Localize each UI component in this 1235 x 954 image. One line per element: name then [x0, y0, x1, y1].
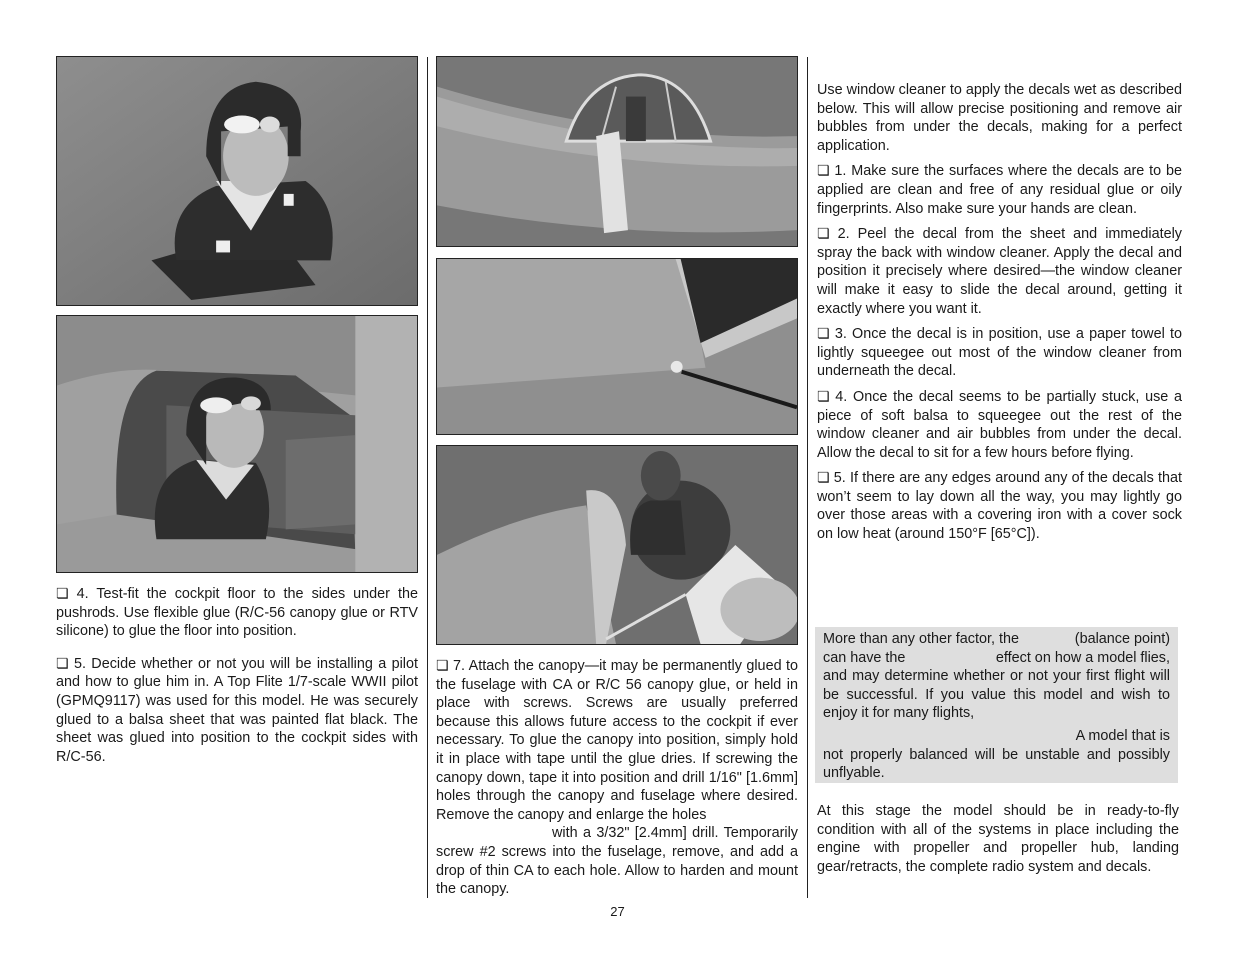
checkbox-icon[interactable]: ❏	[56, 586, 69, 602]
step-5-pilot	[56, 655, 418, 767]
box-line-1b: (balance point)	[1074, 631, 1170, 647]
canopy-screw-photo	[436, 258, 798, 435]
checkbox-icon[interactable]: ❏	[56, 655, 69, 672]
decal-step-5-text: 5. If there are any edges around any of the decals that won’t seem to lay down all the way, you may lightly go over those areas with a covering iron with a cover sock on low heat (around 150°F [65°C]).	[817, 470, 1182, 543]
step-7-canopy	[436, 657, 798, 824]
box-line-2a: can have the	[823, 649, 906, 666]
step-7-continued-text: with a 3/32" [2.4mm] drill. Temporarily screw #2 screws into the fuselage, remove, and add a drop of thin CA to each hole. Allow to harden and mount the canopy.	[436, 825, 798, 898]
decal-intro: Use window cleaner to apply the decals wet as described below. This will allow precise positioning and remove air bubbles from under the decals, making for a perfect application.	[817, 82, 1182, 154]
column-divider-right	[807, 57, 808, 898]
closing-paragraph: At this stage the model should be in ready-to-fly condition with all of the systems in place including the engine with propeller and propeller hub, landing gear/retracts, the complete radio system and decals.	[817, 803, 1179, 875]
canopy-taped-photo	[436, 56, 798, 247]
box-line-2	[823, 649, 1170, 668]
pilot-bust-photo	[56, 56, 418, 306]
decal-step-2-text: 2. Peel the decal from the sheet and immediately spray the back with window cleaner. Apply the decal and position it precisely where desired—the window cleaner will make it easy to slide the decal around, getting it exactly where you want it.	[817, 226, 1182, 317]
box-line-4: A model that is	[1075, 727, 1170, 744]
decal-step-4-text: 4. Once the decal seems to be partially stuck, use a piece of soft balsa to squeegee out the rest of the window cleaner and air bubbles from under the decal. Allow the decal to sit for a few hours before flying.	[817, 388, 1182, 461]
step-4-text: 4. Test-fit the cockpit floor to the sides under the pushrods. Use flexible glue (R/C-56 canopy glue or RTV silicone) to glue the floor into position.	[56, 586, 418, 640]
decal-step-2	[817, 225, 1182, 318]
box-line-1a: More than any other factor, the	[823, 631, 1019, 647]
decal-step-3-text: 3. Once the decal is in position, use a paper towel to lightly squeegee out most of the window cleaner from underneath the decal.	[817, 326, 1183, 380]
checkbox-icon[interactable]: ❏	[436, 658, 449, 674]
checkbox-icon[interactable]: ❏	[817, 226, 830, 243]
box-line-2b: effect on how a model flies,	[995, 649, 1170, 666]
column-1-text	[56, 585, 418, 773]
balance-warning-box	[815, 627, 1178, 783]
step-5-text: 5. Decide whether or not you will be installing a pilot and how to glue him in. A Top Flite 1/7-scale WWII pilot (GPMQ9117) was used for this model. He was securely glued to a balsa sheet that was painted flat black. The sheet was glued into position to the cockpit sides with R/C-56.	[56, 655, 418, 765]
box-line-1	[823, 630, 1170, 649]
checkbox-icon[interactable]: ❏	[817, 163, 830, 180]
decal-step-3	[817, 325, 1182, 381]
box-line-5: not properly balanced will be unstable and possibly unflyable.	[823, 746, 1170, 782]
cockpit-pilot-photo	[56, 315, 418, 573]
decal-step-1-text: 1. Make sure the surfaces where the decals are to be applied are clean and free of any residual glue or oily fingerprints. Also make sure your hands are clean.	[817, 163, 1182, 217]
canopy-glue-photo	[436, 445, 798, 645]
box-line-3: and may determine whether or not your first flight will be successful. If you value this model and wish to enjoy it for many flights,	[823, 668, 1170, 722]
column-2-text	[436, 657, 798, 899]
column-3-text	[817, 81, 1182, 551]
column-divider-left	[427, 57, 428, 898]
decal-step-1	[817, 162, 1182, 218]
step-7-continued	[436, 824, 798, 898]
step-4-cockpit-floor	[56, 585, 418, 641]
checkbox-icon[interactable]: ❏	[817, 470, 830, 487]
decal-step-4	[817, 388, 1182, 462]
decal-step-5	[817, 469, 1182, 543]
page-number: 27	[610, 904, 625, 919]
step-7-text: 7. Attach the canopy—it may be permanently glued to the fuselage with CA or R/C 56 canopy glue, or held in place with screws. Screws are usually preferred because this allows future access to the cockpit if ever necessary. To glue the canopy into position, simply hold it in place with tape until the glue dries. If screwing the canopy down, tape it into position and drill 1/16" [1.6mm] holes through the canopy and fuselage where desired. Remove the canopy and enlarge the holes	[436, 658, 798, 823]
checkbox-icon[interactable]: ❏	[817, 326, 830, 343]
checkbox-icon[interactable]: ❏	[817, 388, 830, 405]
